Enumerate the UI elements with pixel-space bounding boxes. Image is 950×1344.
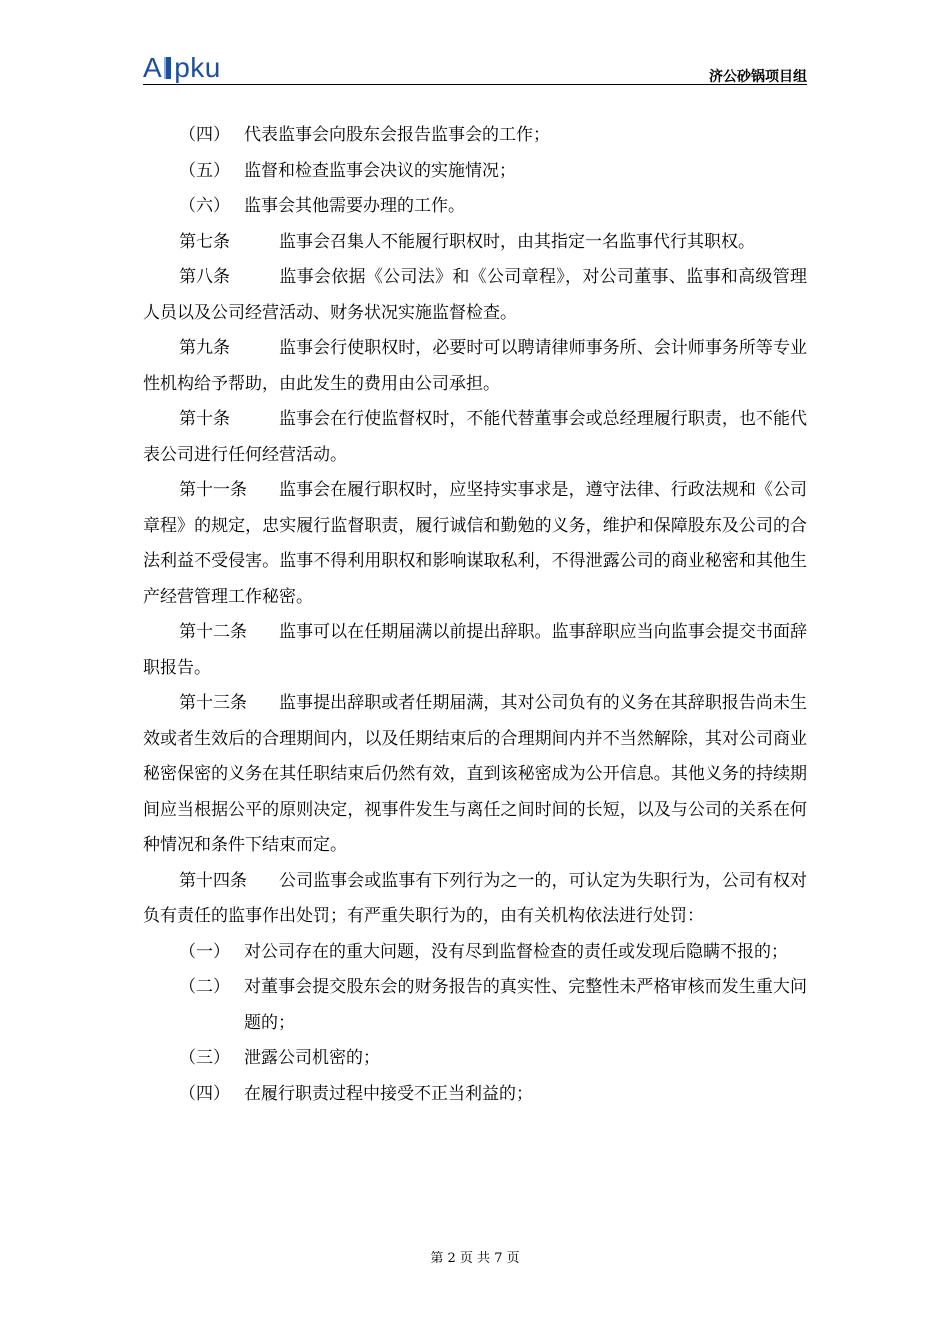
article-7 [143, 225, 807, 261]
page-header [143, 52, 807, 86]
list-item [143, 154, 807, 190]
company-logo [143, 52, 221, 84]
header-divider [143, 84, 807, 85]
header-title: 济公砂锅项目组 [709, 69, 807, 85]
list-item-number: （四） [179, 1083, 230, 1104]
list-item [143, 189, 807, 225]
list-item-number: （五） [179, 160, 230, 181]
article-text: 监事提出辞职或者任期届满，其对公司负有的义务在其辞职报告尚未生效或者生效后的合理期间内，以及任期结束后的合理期间内并不当然解除，其对公司商业秘密保密的义务在其任职结束后仍然有效，直到该秘密成为公开信息。其他义务的持续期间应当根据公平的原则决定，视事件发生与离任之间时间的长短，以及与公司的关系在何种情况和条件下结束而定。 [143, 693, 807, 855]
logo-text-left: A [143, 52, 163, 83]
list-item-number: （三） [179, 1048, 230, 1068]
page-footer: 第 2 页 共 7 页 [430, 1251, 520, 1266]
article-label: 第十条 [179, 409, 230, 429]
article-label: 第九条 [179, 338, 230, 358]
article-label: 第十三条 [179, 693, 247, 713]
article-text: 监事会依据《公司法》和《公司章程》，对公司董事、监事和高级管理人员以及公司经营活动、财务状况实施监督检查。 [143, 267, 807, 323]
list-item-number: （四） [179, 125, 230, 145]
article-11 [143, 473, 807, 615]
list-item [143, 118, 807, 154]
article-13 [143, 686, 807, 864]
list-item-text: 监督和检查监事会决议的实施情况； [244, 160, 516, 181]
article-text: 监事会召集人不能履行职权时，由其指定一名监事代行其职权。 [279, 231, 755, 252]
list-item-text: 泄露公司机密的； [244, 1048, 380, 1068]
list-item-number: （一） [179, 941, 230, 962]
article-8 [143, 260, 807, 331]
article-text: 监事会在行使监督权时，不能代替董事会或总经理履行职责，也不能代表公司进行任何经营活动。 [143, 409, 807, 465]
list-item [143, 935, 807, 971]
article-label: 第十二条 [179, 622, 247, 642]
list-item-number: （二） [179, 977, 230, 997]
article-text: 监事会在履行职权时，应坚持实事求是，遵守法律、行政法规和《公司章程》的规定，忠实履行监督职责，履行诚信和勤勉的义务，维护和保障股东及公司的合法利益不受侵害。监事不得利用职权和影响谋取私利，不得泄露公司的商业秘密和其他生产经营管理工作秘密。 [143, 480, 807, 607]
article-label: 第十一条 [179, 480, 247, 500]
list-item-text: 对公司存在的重大问题，没有尽到监督检查的责任或发现后隐瞒不报的； [244, 941, 788, 962]
list-item-text: 监事会其他需要办理的工作。 [244, 196, 465, 216]
article-label: 第八条 [179, 267, 230, 287]
article-text: 监事可以在任期届满以前提出辞职。监事辞职应当向监事会提交书面辞职报告。 [143, 622, 807, 678]
article-12 [143, 615, 807, 686]
article-14 [143, 864, 807, 935]
article-9 [143, 331, 807, 402]
article-10 [143, 402, 807, 473]
list-item [143, 1041, 807, 1077]
list-item [143, 1077, 807, 1113]
list-item [143, 970, 807, 1041]
list-item-number: （六） [179, 196, 230, 216]
logo-bar-icon [164, 57, 171, 79]
article-text: 公司监事会或监事有下列行为之一的，可认定为失职行为，公司有权对负有责任的监事作出处罚；有严重失职行为的，由有关机构依法进行处罚： [143, 870, 807, 926]
list-item-text: 在履行职责过程中接受不正当利益的； [244, 1083, 533, 1104]
logo-text-right: pku [174, 52, 221, 83]
article-label: 第十四条 [179, 870, 247, 891]
list-item-text: 对董事会提交股东会的财务报告的真实性、完整性未严格审核而发生重大问题的； [244, 977, 807, 1033]
article-text: 监事会行使职权时，必要时可以聘请律师事务所、会计师事务所等专业性机构给予帮助，由此发生的费用由公司承担。 [143, 338, 807, 394]
list-item-text: 代表监事会向股东会报告监事会的工作； [244, 125, 550, 145]
article-label: 第七条 [179, 231, 230, 252]
document-body [143, 118, 807, 1112]
